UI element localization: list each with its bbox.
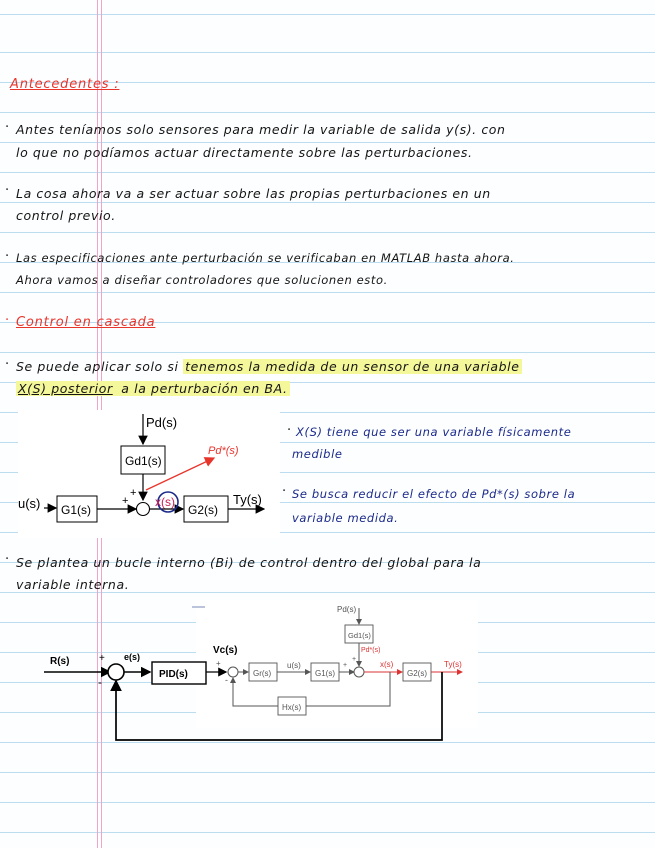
d2-vc-label: Vc(s) [213,645,238,656]
d2-minus-outer: - [98,675,102,689]
p2-line1: La cosa ahora va a ser actuar sobre las propias perturbaciones en un [16,186,491,201]
d2-plus-dist-1: + [343,662,348,669]
d2-e-label: e(s) [124,652,141,662]
d2-dist-sum [354,667,364,677]
d1-sum-junction [137,503,150,516]
d2-pid-label: PID(s) [159,669,188,680]
d1-plus-2: + [130,487,137,499]
d2-plus-dist-2: + [352,656,357,663]
bullet: · [5,183,10,198]
d1-x-label: x(s) [155,495,175,509]
p3-line1: Las especificaciones ante perturbación se verificaban en MATLAB hasta ahora. [16,251,515,265]
d1-g2-label: G2(s) [188,503,218,517]
p4-line1-highlight: tenemos la medida de un sensor de una variable [185,359,520,374]
p1-line2: lo que no podíamos actuar directamente sobre las perturbaciones. [16,145,473,160]
d1-g1-label: G1(s) [61,503,91,517]
d2-gd1-label: Gd1(s) [348,631,371,640]
heading-control-cascada: Control en cascada [16,315,156,330]
d2-r-label: R(s) [50,656,70,667]
p4-line1 [16,359,522,374]
block-diagram-1-svg [18,410,280,538]
bullet: · [5,120,10,135]
note2-line1: Se busca reducir el efecto de Pd*(s) sobre la [292,487,576,501]
note1-line1: X(S) tiene que ser una variable físicamente [296,425,572,439]
bullet: · [5,357,10,372]
heading-antecedentes: Antecedentes : [10,77,120,92]
d2-g2-label: G2(s) [407,669,427,678]
d1-gd1-label: Gd1(s) [125,454,162,468]
p4-line1-plain: Se puede aplicar solo si [16,359,184,374]
p5-line1: Se plantea un bucle interno (Bi) de control dentro del global para la [16,555,482,570]
d2-minus-inner: - [225,675,228,685]
d2-outer-sum [108,664,124,680]
d2-pdstar-label: Pd*(s) [361,647,381,654]
p4-line2-plain: a la perturbación en BA. [116,381,288,396]
d2-x-label: x(s) [380,660,394,669]
bullet: · [287,423,292,438]
d2-u-label: u(s) [287,661,301,670]
d2-hx-label: Hx(s) [282,703,302,712]
p4-line2-highlight: X(S) posterior [18,381,113,396]
d1-plus-1: + [122,495,129,507]
p4-line2 [16,381,290,396]
d2-g1-label: G1(s) [315,669,335,678]
d1-ty-label: Ty(s) [233,492,262,507]
d2-pd-label: Pd(s) [337,605,357,614]
d1-pd-label: Pd(s) [146,415,178,430]
p5-line2: variable interna. [16,577,130,592]
bullet: · [5,552,10,567]
p3-line2: Ahora vamos a diseñar controladores que solucionen esto. [16,273,388,287]
d2-gr-label: Gr(s) [253,669,272,678]
p2-line2: control previo. [16,208,116,223]
p1-line1: Antes teníamos solo sensores para medir la variable de salida y(s). con [16,122,506,137]
d1-u-label: u(s) [18,496,41,511]
block-diagram-2 [30,600,490,750]
block-diagram-1 [18,410,280,538]
note1-line2: medible [292,447,343,461]
bullet: · [5,313,10,328]
d2-plus-outer: + [99,653,105,664]
note2-line2: variable medida. [292,511,399,525]
d2-inner-sum [228,667,238,677]
bullet: · [5,249,10,264]
d2-ty-label: Ty(s) [444,660,462,669]
d2-plus-inner: + [216,659,221,668]
d1-pdstar-label: Pd*(s) [208,445,239,457]
bullet: · [282,484,287,499]
